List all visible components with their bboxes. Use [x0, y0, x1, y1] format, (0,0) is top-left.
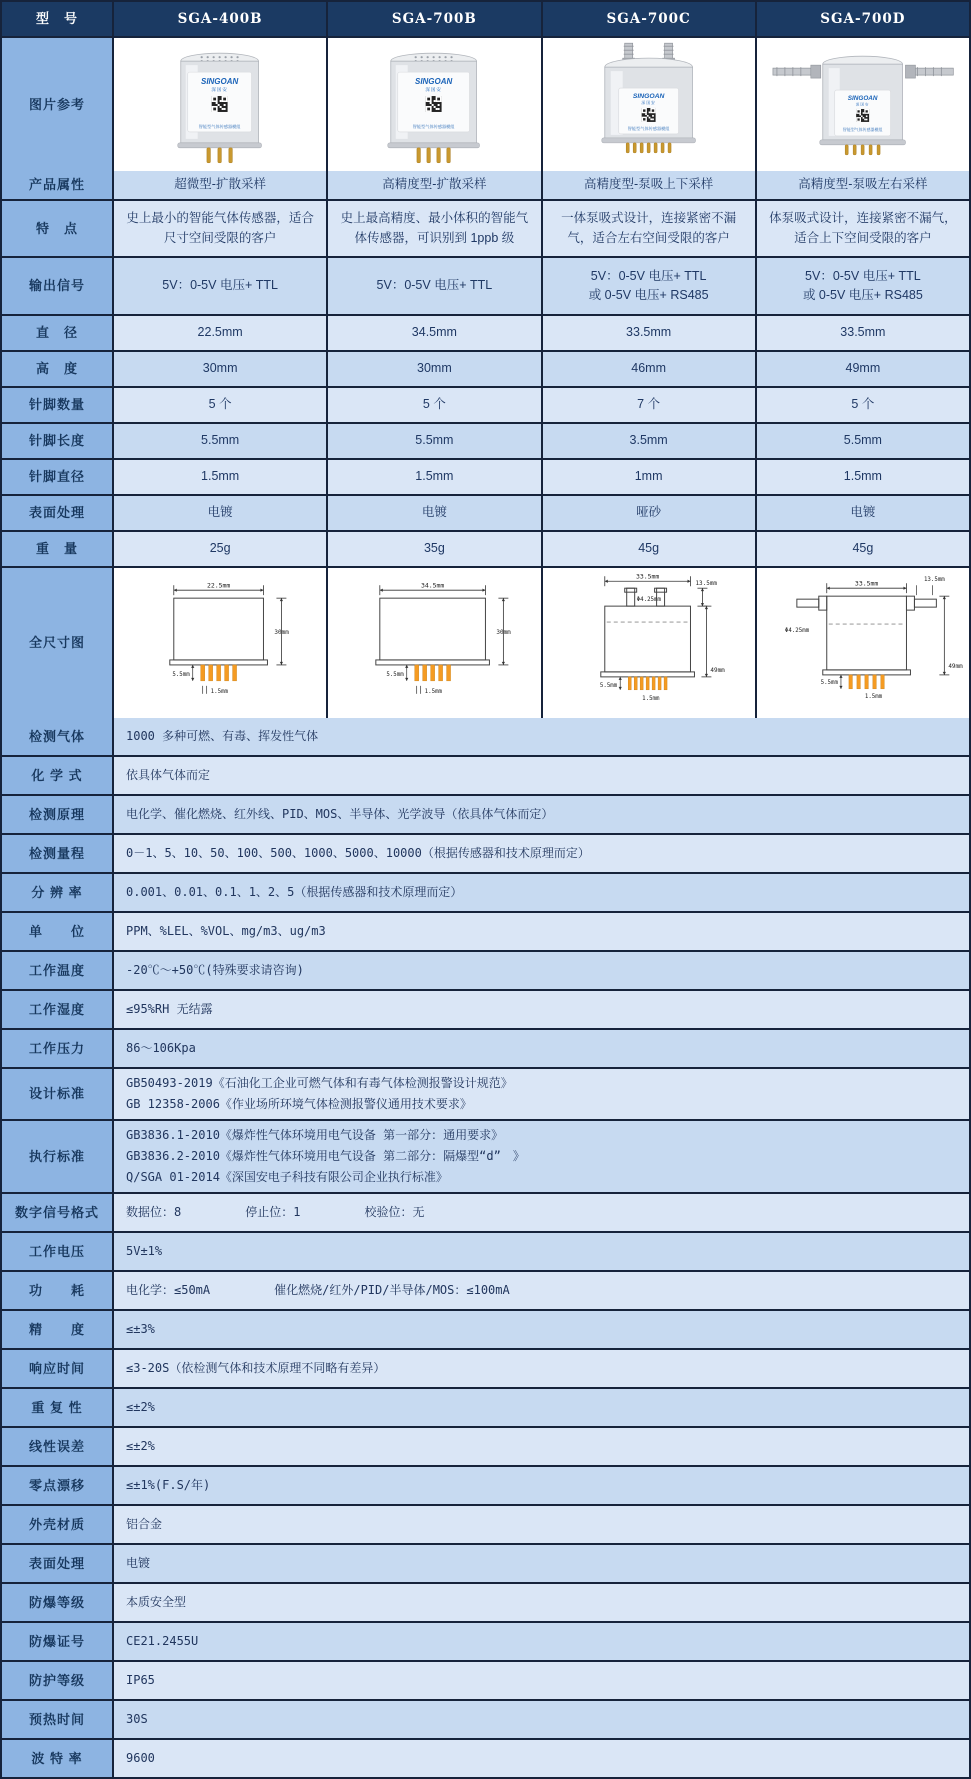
spec-row-label: 工作压力 [2, 1030, 112, 1067]
compare-row [2, 494, 969, 530]
spec-row [2, 911, 969, 950]
compare-value [541, 532, 755, 566]
compare-value-line: 1.5mm [843, 469, 882, 484]
compare-value [755, 532, 969, 566]
compare-row [2, 422, 969, 458]
compare-value [112, 258, 326, 314]
compare-value-line: 或 0-5V 电压+ RS485 [588, 288, 709, 302]
dim-width-label: 34.5mm [421, 581, 445, 590]
dimension-diagram-sga-400b [112, 568, 326, 718]
spec-row [2, 1582, 969, 1621]
spec-row-label: 分 辨 率 [2, 874, 112, 911]
photo-row [2, 36, 969, 171]
compare-value-line: 或 0-5V 电压+ RS485 [802, 288, 923, 302]
spec-value-line: ≤3-20S（依检测气体和技术原理不同略有差异） [126, 1361, 386, 1375]
dim-pin-diameter-label: 1.5mm [424, 688, 443, 695]
spec-value-line: 本质安全型 [126, 1595, 187, 1609]
compare-value-line: 5 个 [851, 397, 875, 412]
row-label-model: 型 号 [2, 2, 112, 36]
spec-row [2, 833, 969, 872]
compare-value-line: 高精度型-泵吸左右采样 [798, 177, 928, 192]
spec-row [2, 1504, 969, 1543]
compare-value [326, 171, 540, 199]
spec-row-label: 重 复 性 [2, 1389, 112, 1426]
row-label-diagram: 全尺寸图 [2, 568, 112, 718]
dim-pin-length-label: 5.5mm [820, 679, 838, 686]
spec-row [2, 755, 969, 794]
compare-value-line: 1.5mm [201, 469, 240, 484]
spec-row-value [112, 1311, 969, 1348]
spec-value-line: 86～106Kpa [126, 1041, 196, 1055]
compare-value [755, 496, 969, 530]
spec-value-line: 铝合金 [126, 1517, 163, 1531]
compare-value-line: 1mm [634, 469, 663, 484]
spec-row-value [112, 1121, 969, 1192]
dim-pin-length-label: 5.5mm [172, 671, 190, 678]
dim-height-label: 30mm [274, 629, 289, 637]
compare-value [112, 201, 326, 256]
compare-row-label: 针脚数量 [2, 388, 112, 422]
spec-row [2, 1387, 969, 1426]
compare-value-line: 45g [852, 541, 874, 556]
spec-row-label: 波 特 率 [2, 1740, 112, 1777]
spec-row-value [112, 1701, 969, 1738]
compare-value [755, 316, 969, 350]
spec-row-label: 工作湿度 [2, 991, 112, 1028]
compare-value-line: 超微型-扩散采样 [174, 177, 266, 192]
compare-row [2, 350, 969, 386]
dimension-diagram-sga-700c [541, 568, 755, 718]
compare-value-line: 22.5mm [197, 325, 243, 340]
spec-value-line: ≤±1%(F.S/年) [126, 1478, 211, 1492]
spec-row-label: 检测原理 [2, 796, 112, 833]
compare-row [2, 386, 969, 422]
photo-brand-text: SINGOAN [415, 77, 453, 87]
compare-value-line: 5V：0-5V 电压+ TTL [805, 268, 921, 283]
compare-row-label: 高 度 [2, 352, 112, 386]
compare-value [541, 171, 755, 199]
spec-value-line: 0.001、0.01、0.1、1、2、5（根据传感器和技术原理而定） [126, 885, 463, 899]
dimension-diagram-sga-700d [755, 568, 969, 718]
spec-row-value [112, 1030, 969, 1067]
compare-value [112, 424, 326, 458]
spec-row-value [112, 1623, 969, 1660]
photo-caption-text: 智能型气体传感器模组 [842, 126, 883, 132]
compare-value-line: 史上最小的智能气体传感器，适合尺寸空间受限的客户 [126, 211, 314, 245]
product-photo-sga-700b [326, 38, 540, 171]
compare-value-line: 史上最高精度、最小体积的智能气体传感器，可识别到 1ppb 级 [340, 211, 529, 245]
compare-value-line: 高精度型-扩散采样 [382, 177, 487, 192]
compare-value-line: 1.5mm [415, 469, 454, 484]
compare-value-line: 33.5mm [840, 325, 886, 340]
compare-value-line: 一体泵吸式设计，连接紧密不漏气，适合左右空间受限的客户 [561, 211, 737, 245]
compare-value-line: 体泵吸式设计，连接紧密不漏气，适合上下空间受限的客户 [769, 211, 957, 245]
photo-caption-text: 智能型气体传感器模组 [413, 123, 455, 129]
spec-row [2, 1621, 969, 1660]
spec-row-value [112, 796, 969, 833]
spec-value-line: GB50493-2019《石油化工企业可燃气体和有毒气体检测报警设计规范》 [126, 1076, 513, 1090]
compare-value [326, 496, 540, 530]
spec-row-label: 数字信号格式 [2, 1194, 112, 1231]
compare-value [755, 171, 969, 199]
dim-width-label: 33.5mm [635, 572, 659, 581]
spec-value-line: ≤±2% [126, 1400, 155, 1414]
compare-value [541, 201, 755, 256]
photo-caption-text: 智能型气体传感器模组 [627, 125, 669, 131]
spec-value-line: IP65 [126, 1673, 155, 1687]
spec-value-part: 催化燃烧/红外/PID/半导体/MOS：≤100mA [274, 1283, 510, 1297]
spec-row-value [112, 1506, 969, 1543]
product-photo-sga-700d [755, 38, 969, 171]
spec-row [2, 1699, 969, 1738]
spec-value-line: GB 12358-2006《作业场所环境气体检测报警仪通用技术要求》 [126, 1097, 472, 1111]
compare-row [2, 458, 969, 494]
spec-row [2, 1067, 969, 1119]
spec-row-value [112, 1428, 969, 1465]
spec-row-value [112, 991, 969, 1028]
spec-row [2, 1192, 969, 1231]
compare-value [326, 532, 540, 566]
compare-value-line: 33.5mm [626, 325, 672, 340]
compare-value-line: 哑砂 [636, 505, 662, 520]
photo-brand-text: SINGOAN [201, 77, 239, 87]
compare-value-line: 电镀 [850, 505, 876, 520]
spec-row [2, 1119, 969, 1192]
photo-brand-text: SINGOAN [847, 95, 878, 103]
compare-value [755, 201, 969, 256]
compare-value [112, 352, 326, 386]
compare-value [541, 316, 755, 350]
compare-value [326, 316, 540, 350]
compare-row [2, 171, 969, 199]
spec-row [2, 1309, 969, 1348]
compare-value-line: 30mm [417, 361, 452, 376]
spec-row [2, 1660, 969, 1699]
spec-value-parts [126, 1202, 424, 1223]
spec-row-label: 检测量程 [2, 835, 112, 872]
photo-brand-sub-text: 深国安 [640, 100, 656, 105]
dim-width-label: 22.5mm [206, 581, 231, 590]
compare-value [112, 460, 326, 494]
compare-value [112, 316, 326, 350]
compare-value [541, 388, 755, 422]
photo-brand-sub-text: 深国安 [211, 87, 228, 93]
spec-value-line: CE21.2455U [126, 1634, 199, 1648]
dim-pin-length-label: 5.5mm [386, 671, 404, 678]
spec-row-value [112, 1740, 969, 1777]
spec-row-value [112, 1350, 969, 1387]
spec-row [2, 1348, 969, 1387]
dimension-diagram-sga-700b [326, 568, 540, 718]
spec-row-value [112, 1233, 969, 1270]
spec-row-label: 响应时间 [2, 1350, 112, 1387]
spec-row-label: 执行标准 [2, 1121, 112, 1192]
compare-value-line: 7 个 [637, 397, 661, 412]
compare-value-line: 45g [638, 541, 660, 556]
compare-row [2, 256, 969, 314]
spec-row-label: 精 度 [2, 1311, 112, 1348]
compare-row-label: 特 点 [2, 201, 112, 256]
spec-row [2, 1738, 969, 1777]
spec-row-label: 防护等级 [2, 1662, 112, 1699]
compare-row-label: 直 径 [2, 316, 112, 350]
dim-pin-diameter-label: 1.5mm [864, 693, 882, 700]
spec-row [2, 1270, 969, 1309]
dim-width-label: 33.5mm [854, 579, 879, 588]
compare-value [326, 460, 540, 494]
compare-value-line: 5 个 [208, 397, 232, 412]
spec-row-value [112, 1389, 969, 1426]
spec-value-line: 电镀 [126, 1556, 151, 1570]
spec-row-value [112, 1662, 969, 1699]
compare-value-line: 5V：0-5V 电压+ TTL [162, 278, 278, 293]
compare-value [112, 532, 326, 566]
dim-tube-diameter-label: Φ4.25mm [784, 628, 809, 635]
compare-value [112, 496, 326, 530]
product-photo-sga-700c [541, 38, 755, 171]
compare-row-label: 重 量 [2, 532, 112, 566]
spec-row-label: 预热时间 [2, 1701, 112, 1738]
spec-row [2, 872, 969, 911]
spec-value-line: -20℃～+50℃(特殊要求请咨询) [126, 963, 304, 977]
compare-value-line: 5 个 [422, 397, 446, 412]
spec-row-value [112, 1069, 969, 1119]
compare-row-label: 输出信号 [2, 258, 112, 314]
spec-value-line: Q/SGA 01-2014《深国安电子科技有限公司企业执行标准》 [126, 1170, 448, 1184]
compare-value-line: 3.5mm [629, 433, 668, 448]
dim-pin-diameter-label: 1.5mm [210, 688, 229, 695]
photo-brand-text: SINGOAN [632, 93, 664, 101]
dim-height-label: 49mm [709, 666, 725, 674]
spec-row [2, 1426, 969, 1465]
product-photo-sga-400b [112, 38, 326, 171]
dimension-diagram-row [2, 566, 969, 718]
compare-value [541, 424, 755, 458]
spec-row-value [112, 1194, 969, 1231]
spec-value-part: 电化学：≤50mA [126, 1283, 211, 1297]
spec-row-value [112, 1272, 969, 1309]
compare-value-line: 5V：0-5V 电压+ TTL [590, 268, 707, 283]
compare-row-label: 针脚长度 [2, 424, 112, 458]
model-header-sga-700c: SGA-700C [541, 2, 755, 36]
compare-value-line: 5.5mm [201, 433, 240, 448]
compare-value [755, 258, 969, 314]
spec-row-value [112, 757, 969, 794]
dim-height-label: 30mm [496, 629, 512, 637]
spec-row-value [112, 913, 969, 950]
compare-value [326, 424, 540, 458]
compare-row [2, 530, 969, 566]
model-header-sga-700d: SGA-700D [755, 2, 969, 36]
compare-value-line: 25g [209, 541, 231, 556]
spec-row-value [112, 1467, 969, 1504]
spec-value-line: 电化学、催化燃烧、红外线、PID、MOS、半导体、光学波导（依具体气体而定） [126, 807, 554, 821]
compare-value-line: 5.5mm [415, 433, 454, 448]
compare-value-line: 电镀 [421, 505, 447, 520]
spec-value-line: ≤±3% [126, 1322, 155, 1336]
compare-row-label: 表面处理 [2, 496, 112, 530]
compare-value [326, 201, 540, 256]
dim-tube-diameter-label: Φ4.25mm [636, 597, 661, 604]
spec-value-line: 1000 多种可燃、有毒、挥发性气体 [126, 729, 319, 743]
dim-tube-height-label: 13.5mm [694, 580, 717, 588]
spec-value-line: ≤±2% [126, 1439, 155, 1453]
compare-value-line: 35g [423, 541, 445, 556]
spec-row-label: 零点漂移 [2, 1467, 112, 1504]
spec-value-line: 依具体气体而定 [126, 768, 211, 782]
spec-row-label: 表面处理 [2, 1545, 112, 1582]
row-label-photo: 图片参考 [2, 38, 112, 171]
spec-value-line: ≤95%RH 无结露 [126, 1002, 213, 1016]
spec-value-part: 停止位：1 [245, 1205, 301, 1219]
model-header-sga-400b: SGA-400B [112, 2, 326, 36]
spec-value-parts [126, 1280, 510, 1301]
spec-row [2, 1465, 969, 1504]
spec-row-value [112, 952, 969, 989]
compare-value-line: 5.5mm [843, 433, 882, 448]
compare-row [2, 314, 969, 350]
compare-value [541, 496, 755, 530]
compare-value [541, 460, 755, 494]
spec-value-line: PPM、%LEL、%VOL、mg/m3、ug/m3 [126, 924, 326, 938]
compare-value [755, 424, 969, 458]
spec-row-label: 外壳材质 [2, 1506, 112, 1543]
compare-value [541, 352, 755, 386]
compare-value-line: 46mm [631, 361, 666, 376]
compare-value-line: 49mm [845, 361, 881, 376]
spec-value-part: 校验位：无 [364, 1205, 425, 1219]
spec-row-value [112, 718, 969, 755]
spec-row [2, 1028, 969, 1067]
spec-row-label: 防爆证号 [2, 1623, 112, 1660]
spec-row [2, 989, 969, 1028]
compare-value [326, 258, 540, 314]
compare-row-label: 针脚直径 [2, 460, 112, 494]
spec-row-label: 功 耗 [2, 1272, 112, 1309]
dim-tube-height-label: 13.5mm [923, 577, 945, 584]
spec-row-value [112, 874, 969, 911]
compare-value-line: 5V：0-5V 电压+ TTL [376, 278, 493, 293]
spec-row-label: 化 学 式 [2, 757, 112, 794]
spec-row [2, 718, 969, 755]
compare-value [755, 388, 969, 422]
spec-row-label: 设计标准 [2, 1069, 112, 1119]
compare-value-line: 高精度型-泵吸上下采样 [584, 177, 714, 192]
compare-value [112, 171, 326, 199]
spec-value-line: 0－1、5、10、50、100、500、1000、5000、10000（根据传感器和技术原理而定） [126, 846, 590, 860]
spec-row-label: 单 位 [2, 913, 112, 950]
spec-value-line: 9600 [126, 1751, 155, 1765]
dim-pin-length-label: 5.5mm [599, 682, 617, 689]
compare-row [2, 199, 969, 256]
dim-height-label: 49mm [948, 662, 963, 670]
spec-row-value [112, 835, 969, 872]
spec-value-line: 5V±1% [126, 1244, 163, 1258]
spec-row [2, 1543, 969, 1582]
compare-value [541, 258, 755, 314]
spec-row [2, 950, 969, 989]
spec-row-label: 工作电压 [2, 1233, 112, 1270]
compare-value [112, 388, 326, 422]
spec-row [2, 794, 969, 833]
compare-value-line: 34.5mm [411, 325, 457, 340]
spec-value-line: 30S [126, 1712, 148, 1726]
model-header-row [2, 2, 969, 36]
model-header-sga-700b: SGA-700B [326, 2, 540, 36]
spec-row-label: 检测气体 [2, 718, 112, 755]
spec-value-part: 数据位：8 [126, 1205, 182, 1219]
spec-value-line: GB3836.1-2010《爆炸性气体环境用电气设备 第一部分：通用要求》 [126, 1128, 504, 1142]
compare-value [326, 352, 540, 386]
photo-caption-text: 智能型气体传感器模组 [198, 123, 241, 129]
spec-row-label: 线性误差 [2, 1428, 112, 1465]
compare-row-label: 产品属性 [2, 171, 112, 199]
spec-row [2, 1231, 969, 1270]
compare-value [326, 388, 540, 422]
spec-value-line: GB3836.2-2010《爆炸性气体环境用电气设备 第二部分：隔爆型“d” 》 [126, 1149, 525, 1163]
photo-brand-sub-text: 深国安 [425, 87, 443, 93]
compare-value [755, 460, 969, 494]
compare-value-line: 30mm [202, 361, 238, 376]
photo-brand-sub-text: 深国安 [855, 102, 870, 107]
dim-pin-diameter-label: 1.5mm [641, 695, 660, 702]
spec-row-label: 防爆等级 [2, 1584, 112, 1621]
spec-row-label: 工作温度 [2, 952, 112, 989]
compare-value-line: 电镀 [207, 505, 233, 520]
spec-row-value [112, 1545, 969, 1582]
compare-value [755, 352, 969, 386]
spec-row-value [112, 1584, 969, 1621]
